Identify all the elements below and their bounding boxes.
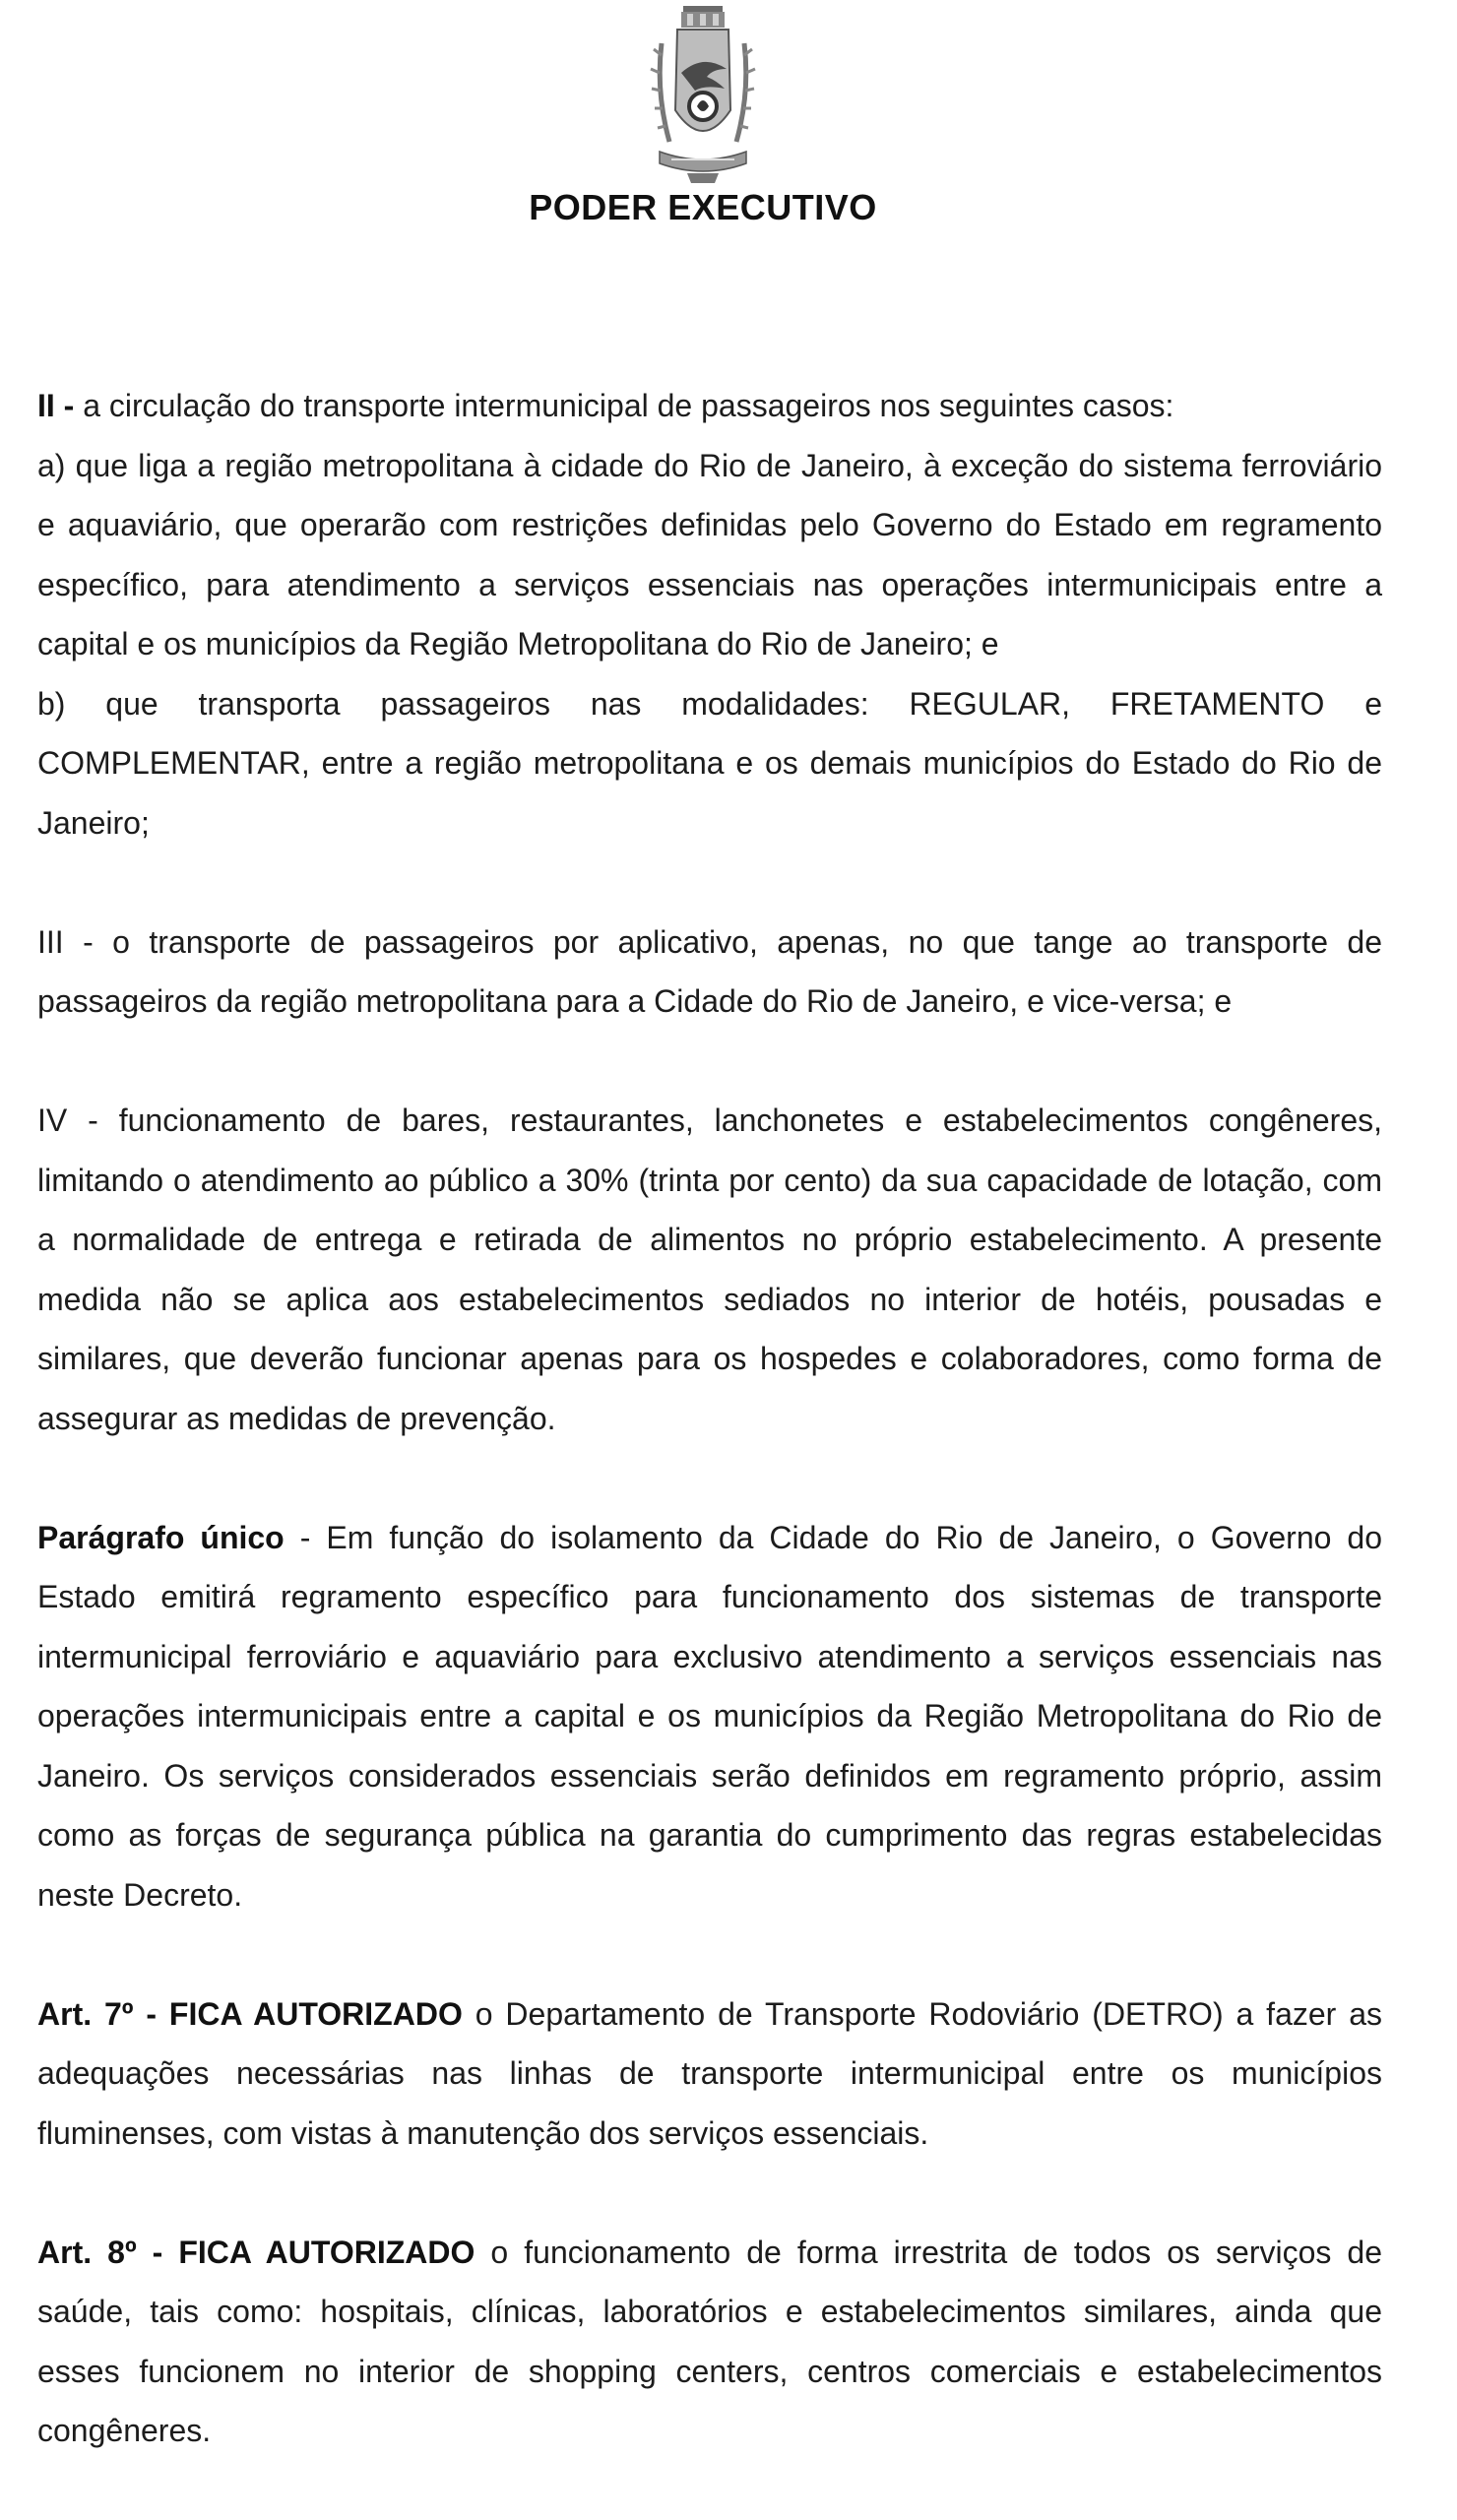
paragrafo-unico-text: - Em função do isolamento da Cidade do Rio de Janeiro, o Governo do Estado emitirá regramento específico para funcionamento dos sistemas de transporte intermunicipal ferroviário e aquaviário para exclusivo atendimento a serviços essenciais nas operações intermunicipais entre a capital e os municípios da Região Metropolitana do Rio de Janeiro. Os serviços considerados essenciais serão definidos em regramento próprio, assim como as forças de segurança pública na garantia do cumprimento das regras estabelecidas neste Decreto. [37,1519,1383,1913]
header-title: PODER EXECUTIVO [529,187,877,227]
document-body [37,376,1382,2461]
section-iii: III - o transporte de passageiros por aplicativo, apenas, no que tange ao transporte de passageiros da região metropolitana para a Cidade do Rio de Janeiro, e vice-versa; e [37,923,1382,1019]
paragrafo-unico [37,1508,1382,1925]
section-ii-item-a: a) que liga a região metropolitana à cidade do Rio de Janeiro, à exceção do sistema ferroviário e aquaviário, que operarão com restrições definidas pelo Governo do Estado em regramento específico, para atendimento a serviços essenciais nas operações intermunicipais entre a capital e os municípios da Região Metropolitana do Rio de Janeiro; e [37,447,1382,662]
section-ii-item-b: b) que transporta passageiros nas modalidades: REGULAR, FRETAMENTO e COMPLEMENTAR, entre a região metropolitana e os demais municípios do Estado do Rio de Janeiro; [37,685,1382,841]
paragraph-gap [37,1032,1382,1092]
paragraph-gap [37,2163,1382,2223]
section-ii-intro [37,376,1382,436]
article-7 [37,1984,1382,2164]
section-ii-intro-text: a circulação do transporte intermunicipal de passageiros nos seguintes casos: [83,388,1174,423]
section-iv: IV - funcionamento de bares, restaurantes, lanchonetes e estabelecimentos congêneres, limitando o atendimento ao público a 30% (trinta por cento) da sua capacidade de lotação, com a normalidade de entrega e retirada de alimentos no próprio estabelecimento. A presente medida não se aplica aos estabelecimentos sediados no interior de hotéis, pousadas e similares, que deverão funcionar apenas para os hospedes e colaboradores, como forma de assegurar as medidas de prevenção. [37,1102,1382,1436]
article-7-label: Art. 7º - FICA AUTORIZADO [37,1995,463,2032]
page-header [0,0,1457,236]
article-7-text: o Departamento de Transporte Rodoviário (DETRO) a fazer as adequações necessárias nas linhas de transporte intermunicipal entre os municípios fluminenses, com vistas à manutenção dos serviços essenciais. [37,1995,1382,2151]
paragraph-gap [37,852,1382,913]
rio-de-janeiro-coat-of-arms-icon [648,4,758,187]
article-8-text: o funcionamento de forma irrestrita de todos os serviços de saúde, tais como: hospitais, clínicas, laboratórios e estabelecimentos similares, ainda que esses funcionem no interior de shopping centers, centros comerciais e estabelecimentos congêneres. [37,2234,1382,2448]
paragrafo-unico-label: Parágrafo único [37,1519,285,1555]
paragraph-gap [37,1924,1382,1984]
section-ii-label: II - [37,388,75,423]
article-8-label: Art. 8º - FICA AUTORIZADO [37,2234,475,2270]
paragraph-gap [37,1448,1382,1508]
article-8 [37,2223,1382,2461]
